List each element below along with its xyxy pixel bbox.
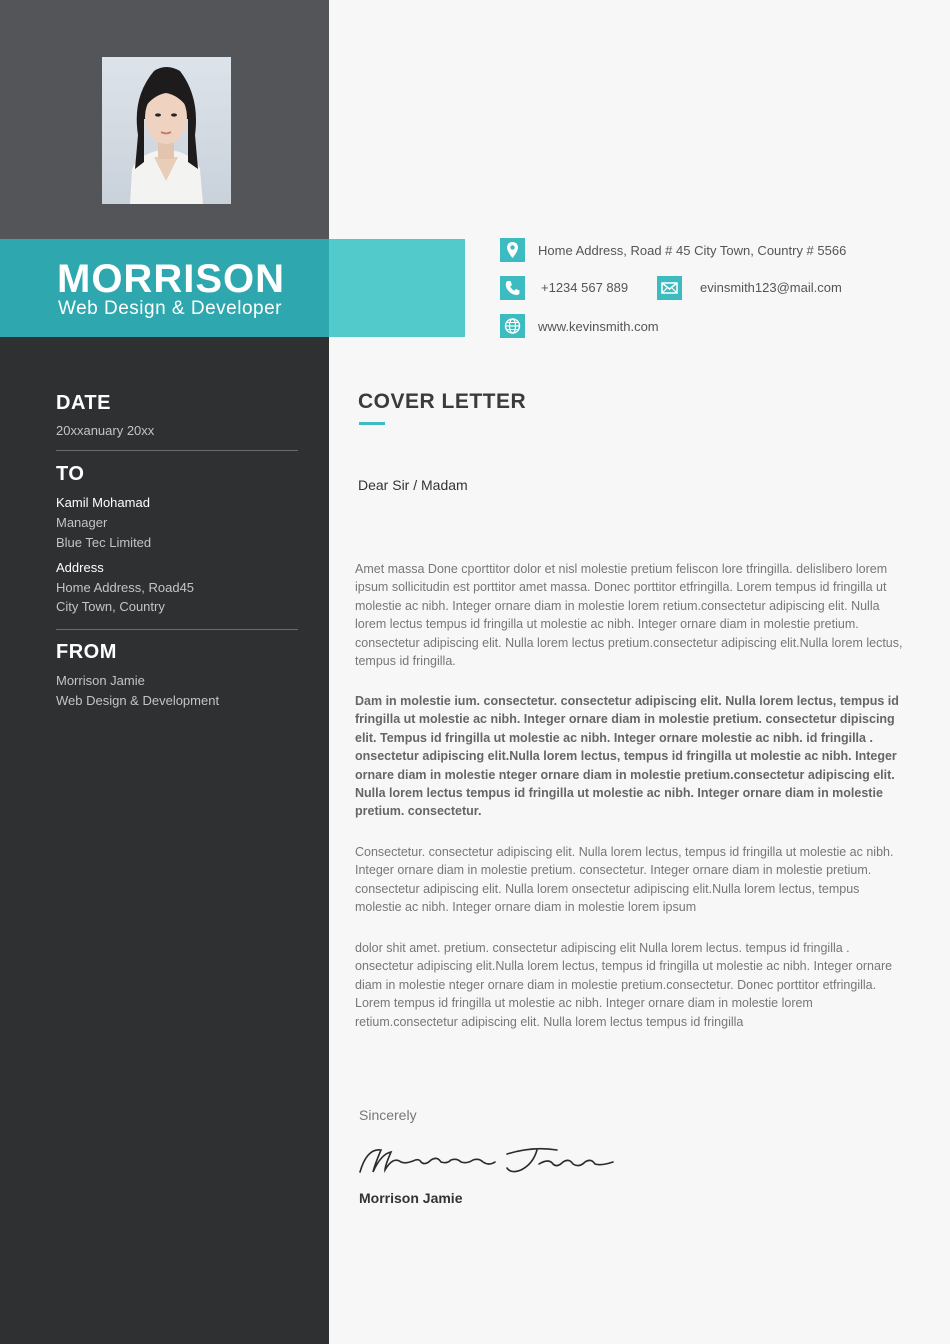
recipient-name: Kamil Mohamad <box>56 495 150 510</box>
sender-title: Web Design & Development <box>56 693 220 708</box>
divider <box>56 629 298 630</box>
globe-icon <box>500 314 525 338</box>
signer-name: Morrison Jamie <box>359 1190 463 1206</box>
address-line-2: City Town, Country <box>56 599 165 614</box>
contact-website[interactable]: www.kevinsmith.com <box>538 319 659 334</box>
recipient-company: Blue Tec Limited <box>56 535 152 550</box>
address-line-1: Home Address, Road45 <box>56 580 195 595</box>
letter-paragraph-2: Dam in molestie ium. consectetur. consectetur adipiscing elit. Nulla lorem lectus, tempus id fringilla ut molestie ac nibh. Integer ornare diam in molestie pretium. consectetur dipiscing elit. Tempus id fringilla ut molestie ac nibh. Integer ornare molestie ac nibh. id fringilla . onsectetur adipiscing elit.Nulla lorem lectus, tempus id fringilla ut molestie ac nibh. Integer ornare diam in molestie nteger ornare diam in molestie pretium.consectetur adipiscing elit. Nulla lorem lectus tempus id fringilla ut molestie ac nibh. Integer ornare diam in molestie pretium. consectetur. <box>355 694 899 819</box>
title-accent-bar <box>359 422 385 425</box>
letter-paragraph-3: Consectetur. consectetur adipiscing elit. Nulla lorem lectus, tempus id fringilla ut molestie ac nibh. Integer ornare diam in molestie pretium. consectetur. Integer ornare diam in molestie pretium. consectetur adipiscing elit. Nulla lorem onsectetur adipiscing elit.Nulla lorem lectus, tempus molestie ac nibh. Integer ornare diam in molestie lorem ipsum <box>355 845 894 915</box>
greeting: Dear Sir / Madam <box>358 477 468 493</box>
closing: Sincerely <box>359 1107 417 1123</box>
profile-photo <box>102 57 231 204</box>
to-heading: TO <box>56 463 85 485</box>
from-heading: FROM <box>56 641 117 663</box>
header-name: MORRISON <box>57 257 285 301</box>
address-label: Address <box>56 560 104 575</box>
date-heading: DATE <box>56 392 111 414</box>
date-value: 20xxanuary 20xx <box>56 423 155 438</box>
phone-icon <box>500 276 525 300</box>
email-icon <box>657 276 682 300</box>
cover-letter-title: COVER LETTER <box>358 390 527 413</box>
contact-address: Home Address, Road # 45 City Town, Country # 5566 <box>538 243 847 258</box>
location-pin-icon <box>500 238 525 262</box>
contact-phone: +1234 567 889 <box>541 280 629 295</box>
letter-paragraph-1: Amet massa Done cporttitor dolor et nisl molestie pretium feliscon lore tfringilla. delislibero lorem ipsum sollicitudin est porttitor amet massa. Donec porttitor etfringilla. Lorem tempus id fringilla ut molestie ac nibh. Integer ornare diam in molestie lorem retium.consectetur adipiscing elit. Nulla lorem lectus tempus id fringilla ut molestie ac nibh. Integer ornare diam in molestie pretium. consectetur adipiscing elit. Nulla lorem lectus pretium.consectetur adipiscing elit.Nulla lorem lectus, tempus id fringilla. <box>355 562 903 669</box>
header-role: Web Design & Developer <box>58 298 282 319</box>
recipient-title: Manager <box>56 515 108 530</box>
sender-name: Morrison Jamie <box>56 673 145 688</box>
contact-email[interactable]: evinsmith123@mail.com <box>700 280 842 295</box>
divider <box>56 450 298 451</box>
signature <box>357 1140 617 1185</box>
name-band-extension <box>329 239 465 337</box>
letter-paragraph-4: dolor shit amet. pretium. consectetur adipiscing elit Nulla lorem lectus. tempus id fringilla . onsectetur adipiscing elit.Nulla lorem lectus, tempus id fringilla ut molestie ac nibh. Integer ornare diam in molestie nteger ornare diam in molestie pretium.consectetur. Donec porttitor etfringilla. Lorem tempus id fringilla ut molestie ac nibh. Integer ornare diam in molestie lorem retium.consectetur adipiscing elit. Nulla lorem lectus tempus id fringilla <box>355 941 893 1029</box>
